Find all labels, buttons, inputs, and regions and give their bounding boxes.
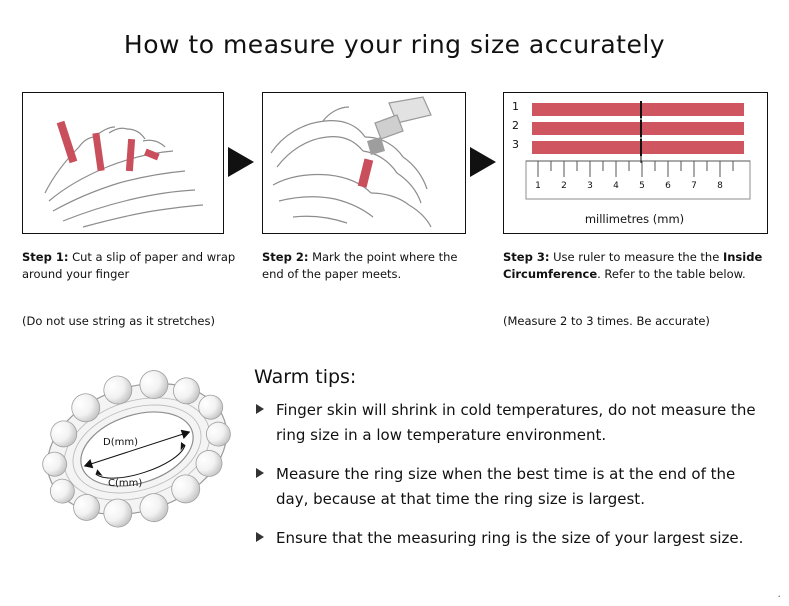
strip-number-2: 2 xyxy=(512,119,519,132)
svg-text:1: 1 xyxy=(535,181,541,191)
svg-text:7: 7 xyxy=(691,181,697,191)
tip-item xyxy=(254,462,766,512)
step-1-label: Step 1: xyxy=(22,250,69,264)
step-3-note: (Measure 2 to 3 times. Be accurate) xyxy=(503,314,710,328)
strip-number-1: 1 xyxy=(512,100,519,113)
arrow-step2-to-step3 xyxy=(470,147,496,177)
bullet-triangle-icon xyxy=(256,532,264,542)
ring-illustration xyxy=(30,352,245,547)
step-2-label: Step 2: xyxy=(262,250,309,264)
svg-text:3: 3 xyxy=(587,181,593,191)
step-2-text: Mark the point where the end of the paper meets. xyxy=(262,250,458,281)
tip-text: Measure the ring size when the best time is at the end of the day, because at that time the ring size is largest. xyxy=(276,465,736,508)
bullet-triangle-icon xyxy=(256,404,264,414)
svg-text:6: 6 xyxy=(665,181,671,191)
step-2-illustration xyxy=(262,92,466,234)
step-3-text: Use ruler to measure the the xyxy=(549,250,723,264)
hand-with-paper-strip-drawing xyxy=(23,93,223,233)
svg-text:5: 5 xyxy=(639,181,645,191)
bullet-triangle-icon xyxy=(256,468,264,478)
step-3-label: Step 3: xyxy=(503,250,550,264)
step-3-emphasis: Inside Circumference xyxy=(503,250,763,281)
warm-tips-list xyxy=(254,398,766,565)
tip-item xyxy=(254,526,766,551)
page-title: How to measure your ring size accurately xyxy=(123,30,666,59)
warm-tips-heading: Warm tips: xyxy=(254,366,357,388)
strip-number-3: 3 xyxy=(512,138,519,151)
arrow-step1-to-step2 xyxy=(228,147,254,177)
tip-text: Finger skin will shrink in cold temperatures, do not measure the ring size in a low temperature environment. xyxy=(276,401,756,444)
ruler-caption: millimetres (mm) xyxy=(584,212,685,226)
step-2-caption xyxy=(262,249,477,283)
svg-text:2: 2 xyxy=(561,181,567,191)
step-3-text-after: . Refer to the table below. xyxy=(597,267,746,281)
step-1-caption xyxy=(22,249,237,283)
step-1-illustration xyxy=(22,92,224,234)
tip-item xyxy=(254,398,766,448)
step-1-text: Cut a slip of paper and wrap around your finger xyxy=(22,250,236,281)
step-1-note: (Do not use string as it stretches) xyxy=(22,314,215,328)
ring-circumference-label: C(mm) xyxy=(108,478,143,489)
step-3-caption xyxy=(503,249,765,283)
corner-mark: . xyxy=(777,587,781,600)
hand-with-pen-marking-drawing xyxy=(263,93,465,233)
ring-diameter-label: D(mm) xyxy=(103,437,138,448)
tip-text: Ensure that the measuring ring is the size of your largest size. xyxy=(276,529,744,547)
eternity-ring-drawing xyxy=(30,352,245,547)
svg-text:8: 8 xyxy=(717,181,723,191)
svg-text:4: 4 xyxy=(613,181,619,191)
